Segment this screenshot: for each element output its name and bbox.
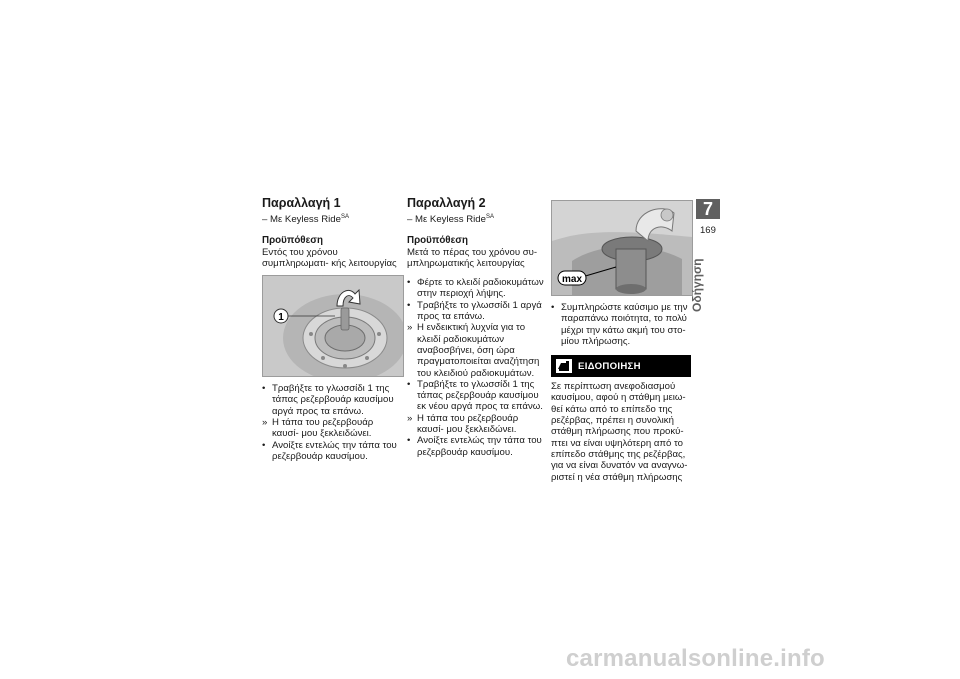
- steps-list: [551, 302, 691, 347]
- prerequisite-text: Εντός του χρόνου συμπληρωματι- κής λειτουργίας: [262, 246, 397, 269]
- notice-text: Σε περίπτωση ανεφοδιασμού καυσίμου, αφού η στάθμη μειω- θεί κάτω από το επίπεδο της ρεζέρβας, πρέπει η συνολική στάθμη πλήρωσης που προκύ- πτει να είναι υψηλότερη από το επίπεδο στάθμης της ρεζέρβας, για να είναι δυνατόν να αναγνω- ριστεί η νέα στάθμη πλήρωσης: [551, 381, 688, 483]
- list-item: • Φέρτε το κλειδί ραδιοκυμάτων στην περιοχή λήψης.: [407, 277, 544, 300]
- tank-cap-illustration: [263, 276, 403, 376]
- option-line: [407, 212, 547, 225]
- figure-callout-1: 1: [278, 312, 284, 324]
- prerequisite-text: Μετά το πέρας του χρόνου συ- μπληρωματικής λειτουργίας: [407, 246, 538, 269]
- figure-max-label: max: [561, 274, 583, 285]
- list-item: • Τραβήξτε το γλωσσίδι 1 της τάπας ρεζερβουάρ καυσίμου εκ νέου αργά προς τα επάνω.: [407, 378, 543, 413]
- notice-label: ΕΙΔΟΠΟΙΗΣΗ: [578, 360, 641, 372]
- section-title: Παραλλαγή 1: [262, 196, 341, 210]
- notice-icon: [556, 359, 572, 373]
- list-item: • Τραβήξτε το γλωσσίδι 1 της τάπας ρεζερβουάρ καυσίμου αργά προς τα επάνω.: [262, 383, 394, 417]
- page-number: 169: [700, 225, 716, 236]
- column-refuel: [551, 200, 691, 483]
- tank-cap-figure: [262, 275, 404, 377]
- list-item: • Ανοίξτε εντελώς την τάπα του ρεζερβουάρ καυσίμου.: [407, 435, 542, 458]
- option-sup: SA: [340, 214, 349, 220]
- prerequisite-heading: Προϋπόθεση: [262, 235, 323, 247]
- option-text: – Με Keyless Ride: [407, 214, 486, 225]
- list-item: » Η ενδεικτική λυχνία για το κλειδί ραδιοκυμάτων αναβοσβήνει, όση ώρα πραγματοποιείται αναζήτηση του κλειδιού ραδιοκυμάτων.: [407, 322, 540, 379]
- list-item: » Η τάπα του ρεζερβουάρ καυσί- μου ξεκλειδώνει.: [407, 412, 519, 436]
- list-item: • Συμπληρώστε καύσιμο με την παραπάνω ποιότητα, το πολύ μέχρι την κάτω ακμή του στο- μίου πλήρωσης.: [551, 302, 688, 347]
- list-item: » Η τάπα του ρεζερβουάρ καυσί- μου ξεκλειδώνει.: [262, 417, 374, 440]
- option-sup: SA: [485, 214, 494, 220]
- steps-list: [407, 277, 547, 458]
- watermark: carmanualsonline.info: [566, 645, 825, 672]
- option-text: – Με Keyless Ride: [262, 214, 341, 225]
- prerequisite-heading: Προϋπόθεση: [407, 235, 468, 247]
- list-item: • Ανοίξτε εντελώς την τάπα του ρεζερβουάρ καυσίμου.: [262, 439, 397, 462]
- chapter-number-badge: 7: [696, 199, 720, 219]
- chapter-title: Οδήγηση: [690, 258, 704, 312]
- steps-list: [262, 383, 402, 462]
- option-line: [262, 212, 402, 225]
- column-variant-2: [407, 196, 547, 458]
- filler-neck-figure: [551, 200, 693, 296]
- column-variant-1: [262, 196, 402, 462]
- filler-neck-illustration: [552, 201, 692, 295]
- section-title: Παραλλαγή 2: [407, 196, 486, 210]
- list-item: • Τραβήξτε το γλωσσίδι 1 αργά προς τα επάνω.: [407, 299, 542, 323]
- notice-header: [551, 355, 691, 377]
